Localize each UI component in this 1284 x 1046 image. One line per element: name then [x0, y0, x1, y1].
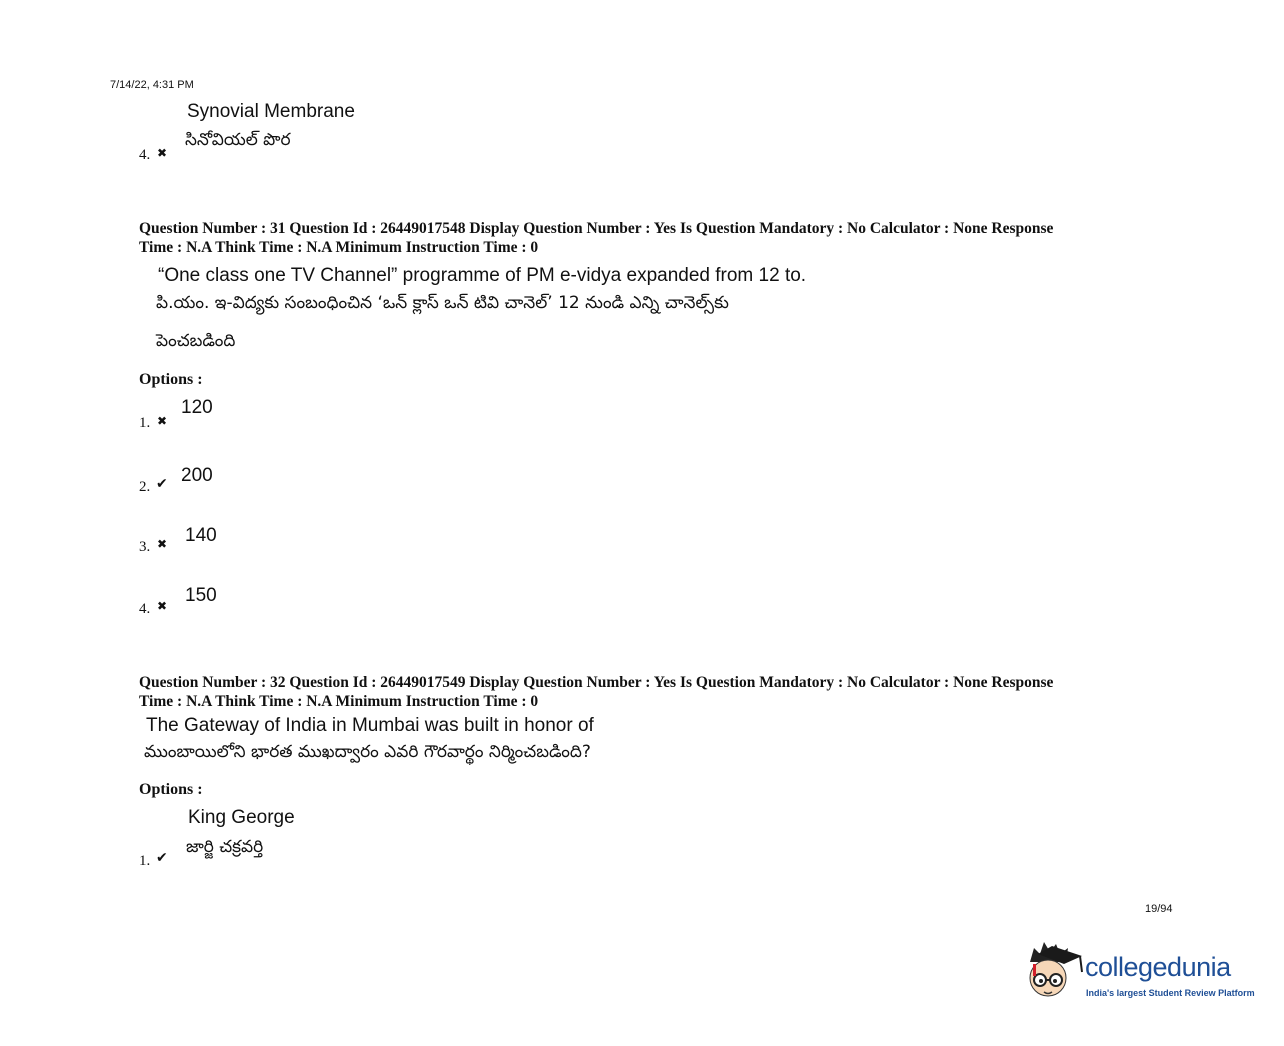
cross-icon: ✖ [157, 599, 168, 613]
question-32-text-te: ముంబాయిలోని భారత ముఖద్వారం ఎవరి గౌరవార్థం నిర్మించబడింది? [144, 742, 591, 762]
option-number: 2. [139, 479, 151, 495]
question-32-meta-line1: Question Number : 32 Question Id : 26449017549 Display Question Number : Yes Is Question Mandatory : No Calculator : None Response [139, 674, 1054, 691]
option-text-te: జార్జి చక్రవర్తి [186, 837, 264, 857]
option-number: 1. [139, 415, 151, 431]
question-32-options-label: Options : [139, 781, 203, 798]
cross-icon: ✖ [157, 537, 168, 551]
question-31-text-en: “One class one TV Channel” programme of PM e-vidya expanded from 12 to. [158, 265, 807, 286]
option-text-en: King George [188, 807, 295, 828]
prev-option-text-en: Synovial Membrane [187, 101, 355, 122]
option-number: 4. [139, 601, 151, 617]
option-value: 150 [185, 585, 217, 606]
checkmark-icon: ✔ [156, 850, 168, 866]
print-timestamp: 7/14/22, 4:31 PM [110, 79, 194, 91]
brand-name: collegedunia [1085, 952, 1231, 982]
question-31-text-te: పి.యం. ఇ-విద్యకు సంబంధించిన ‘ఒన్ క్లాస్ ఒన్ టివి చానెల్’ 12 నుండి ఎన్ని చానెల్స్‌కు [156, 293, 729, 313]
question-31-meta-line2: Time : N.A Think Time : N.A Minimum Instruction Time : 0 [139, 239, 539, 256]
cross-icon: ✖ [157, 414, 168, 428]
prev-option-number: 4. [139, 147, 151, 163]
brand-tagline: India's largest Student Review Platform [1086, 988, 1255, 998]
page-number: 19/94 [1145, 903, 1173, 915]
option-value: 120 [181, 397, 213, 418]
prev-option-text-te: సినోవియల్ పొర [185, 130, 291, 150]
collegedunia-logo [1024, 940, 1254, 1010]
question-31-options-label: Options : [139, 371, 203, 388]
option-number: 3. [139, 539, 151, 555]
option-number: 1. [139, 853, 151, 869]
option-value: 200 [181, 465, 213, 486]
question-31-meta-line1: Question Number : 31 Question Id : 26449017548 Display Question Number : Yes Is Question Mandatory : No Calculator : None Response [139, 220, 1054, 237]
checkmark-icon: ✔ [156, 476, 168, 492]
question-32-text-en: The Gateway of India in Mumbai was built in honor of [146, 715, 594, 736]
cross-icon: ✖ [157, 146, 168, 160]
option-value: 140 [185, 525, 217, 546]
question-32-meta-line2: Time : N.A Think Time : N.A Minimum Instruction Time : 0 [139, 693, 539, 710]
question-31-text-te-cont: పెంచబడింది [156, 331, 236, 351]
mascot-icon [1024, 940, 1086, 1008]
